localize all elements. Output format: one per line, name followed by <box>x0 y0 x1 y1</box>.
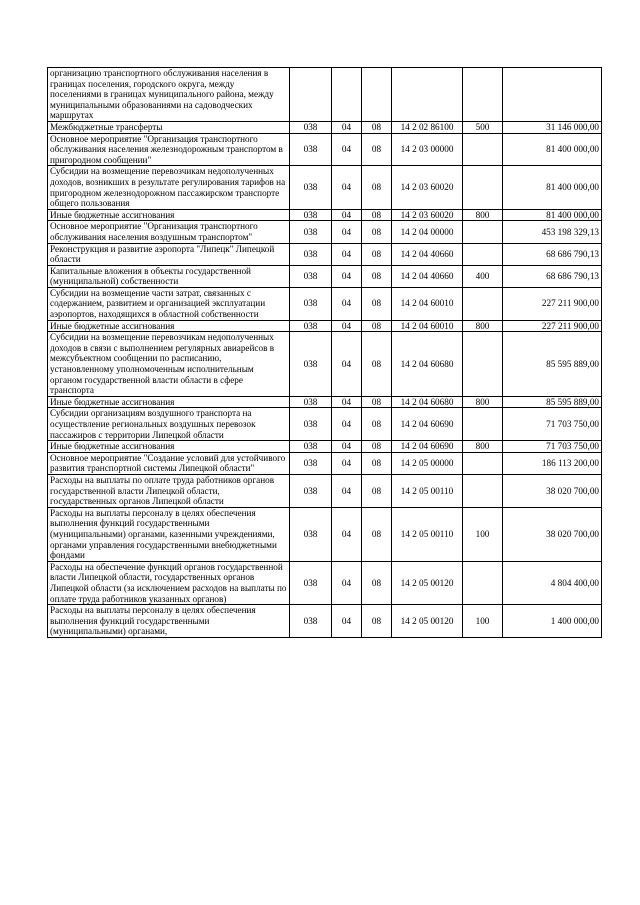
row-section-cell: 04 <box>332 507 362 561</box>
row-section-cell: 04 <box>332 320 362 332</box>
row-code-cell: 038 <box>290 265 332 287</box>
row-section-cell: 04 <box>332 121 362 133</box>
row-subsection-cell: 08 <box>362 243 392 265</box>
row-target-article-cell: 14 2 04 60010 <box>392 320 463 332</box>
table-row <box>48 265 602 287</box>
row-amount-cell: 1 400 000,00 <box>503 605 602 638</box>
row-target-article-cell: 14 2 04 60680 <box>392 396 463 408</box>
row-name-cell: Расходы на выплаты персоналу в целях обеспечения выполнения функций государственными (муниципальными) органами, казенными учреждениями, органами управления государственными внебюджетными фондами <box>48 507 290 561</box>
table-row <box>48 320 602 332</box>
row-subsection-cell: 08 <box>362 133 392 166</box>
table-row <box>48 507 602 561</box>
table-row <box>48 441 602 453</box>
row-amount-cell: 71 703 750,00 <box>503 408 602 441</box>
row-code-cell: 038 <box>290 396 332 408</box>
row-subsection-cell: 08 <box>362 396 392 408</box>
row-target-article-cell: 14 2 02 86100 <box>392 121 463 133</box>
row-target-article-cell: 14 2 04 40660 <box>392 265 463 287</box>
table-row <box>48 396 602 408</box>
row-target-article-cell: 14 2 04 00000 <box>392 221 463 243</box>
row-section-cell: 04 <box>332 221 362 243</box>
row-amount-cell: 38 020 700,00 <box>503 507 602 561</box>
row-name-cell: Расходы на обеспечение функций органов государственной власти Липецкой области, государственных органов Липецкой области (за исключением расходов на выплаты по оплате труда работников указанных органов) <box>48 561 290 604</box>
row-subsection-cell: 08 <box>362 507 392 561</box>
row-expense-type-cell <box>463 287 503 320</box>
row-section-cell: 04 <box>332 605 362 638</box>
row-code-cell: 038 <box>290 441 332 453</box>
row-name-cell: организацию транспортного обслуживания населения в границах поселения, городского округа, между поселениями в границах муниципального района, между муниципальными образованиями на садоводческих маршрутах <box>48 68 290 122</box>
row-target-article-cell: 14 2 04 60690 <box>392 441 463 453</box>
row-expense-type-cell: 800 <box>463 396 503 408</box>
row-amount-cell: 71 703 750,00 <box>503 441 602 453</box>
row-subsection-cell: 08 <box>362 561 392 604</box>
row-amount-cell: 68 686 790,13 <box>503 243 602 265</box>
row-code-cell: 038 <box>290 332 332 397</box>
row-expense-type-cell: 800 <box>463 441 503 453</box>
row-expense-type-cell <box>463 474 503 507</box>
row-section-cell: 04 <box>332 265 362 287</box>
row-target-article-cell: 14 2 04 60690 <box>392 408 463 441</box>
row-name-cell: Иные бюджетные ассигнования <box>48 320 290 332</box>
row-subsection-cell <box>362 68 392 122</box>
row-section-cell: 04 <box>332 332 362 397</box>
row-amount-cell <box>503 68 602 122</box>
row-code-cell: 038 <box>290 133 332 166</box>
row-section-cell: 04 <box>332 396 362 408</box>
row-target-article-cell: 14 2 04 40660 <box>392 243 463 265</box>
row-subsection-cell: 08 <box>362 320 392 332</box>
row-subsection-cell: 08 <box>362 408 392 441</box>
table-row <box>48 221 602 243</box>
row-subsection-cell: 08 <box>362 287 392 320</box>
row-section-cell: 04 <box>332 441 362 453</box>
row-name-cell: Субсидии организациям воздушного транспорта на осуществление региональных воздушных перевозок пассажиров с территории Липецкой области <box>48 408 290 441</box>
row-expense-type-cell <box>463 166 503 209</box>
row-expense-type-cell: 800 <box>463 209 503 221</box>
row-amount-cell: 186 113 200,00 <box>503 452 602 474</box>
table-row <box>48 452 602 474</box>
table-row <box>48 287 602 320</box>
row-expense-type-cell <box>463 68 503 122</box>
table-body <box>48 68 602 638</box>
row-expense-type-cell <box>463 332 503 397</box>
row-target-article-cell: 14 2 05 00110 <box>392 474 463 507</box>
row-expense-type-cell <box>463 133 503 166</box>
row-name-cell: Основное мероприятие "Организация транспортного обслуживания населения воздушным транспортом" <box>48 221 290 243</box>
row-target-article-cell: 14 2 05 00120 <box>392 605 463 638</box>
row-code-cell <box>290 68 332 122</box>
row-code-cell: 038 <box>290 507 332 561</box>
row-section-cell: 04 <box>332 209 362 221</box>
row-amount-cell: 227 211 900,00 <box>503 287 602 320</box>
row-amount-cell: 81 400 000,00 <box>503 133 602 166</box>
row-expense-type-cell <box>463 452 503 474</box>
row-name-cell: Основное мероприятие "Создание условий для устойчивого развития транспортной системы Липецкой области" <box>48 452 290 474</box>
row-section-cell: 04 <box>332 561 362 604</box>
row-amount-cell: 68 686 790,13 <box>503 265 602 287</box>
row-name-cell: Капитальные вложения в объекты государственной (муниципальной) собственности <box>48 265 290 287</box>
row-section-cell: 04 <box>332 474 362 507</box>
row-code-cell: 038 <box>290 474 332 507</box>
row-code-cell: 038 <box>290 287 332 320</box>
row-code-cell: 038 <box>290 221 332 243</box>
row-name-cell: Субсидии на возмещение перевозчикам недополученных доходов в связи с выполнением регулярных авиарейсов в межсубъектном сообщении по расписанию, установленному уполномоченным исполнительным органом государственной власти области в сфере транспорта <box>48 332 290 397</box>
row-code-cell: 038 <box>290 121 332 133</box>
row-section-cell: 04 <box>332 287 362 320</box>
row-amount-cell: 85 595 889,00 <box>503 396 602 408</box>
row-section-cell: 04 <box>332 133 362 166</box>
row-target-article-cell <box>392 68 463 122</box>
row-name-cell: Реконструкция и развитие аэропорта "Липецк" Липецкой области <box>48 243 290 265</box>
row-code-cell: 038 <box>290 209 332 221</box>
table-row <box>48 243 602 265</box>
row-code-cell: 038 <box>290 320 332 332</box>
table-row <box>48 605 602 638</box>
row-amount-cell: 81 400 000,00 <box>503 166 602 209</box>
table-row <box>48 68 602 122</box>
row-code-cell: 038 <box>290 452 332 474</box>
row-expense-type-cell: 500 <box>463 121 503 133</box>
row-code-cell: 038 <box>290 408 332 441</box>
row-expense-type-cell: 400 <box>463 265 503 287</box>
row-expense-type-cell <box>463 221 503 243</box>
table-row <box>48 133 602 166</box>
row-expense-type-cell <box>463 561 503 604</box>
row-target-article-cell: 14 2 05 00120 <box>392 561 463 604</box>
row-expense-type-cell: 100 <box>463 605 503 638</box>
row-expense-type-cell: 100 <box>463 507 503 561</box>
row-code-cell: 038 <box>290 243 332 265</box>
row-target-article-cell: 14 2 03 60020 <box>392 209 463 221</box>
table-row <box>48 561 602 604</box>
row-target-article-cell: 14 2 04 60010 <box>392 287 463 320</box>
row-name-cell: Расходы на выплаты по оплате труда работников органов государственной власти Липецкой области, государственных органов Липецкой области <box>48 474 290 507</box>
row-name-cell: Иные бюджетные ассигнования <box>48 396 290 408</box>
row-expense-type-cell <box>463 408 503 441</box>
row-subsection-cell: 08 <box>362 474 392 507</box>
table-row <box>48 121 602 133</box>
table-row <box>48 209 602 221</box>
row-target-article-cell: 14 2 04 60680 <box>392 332 463 397</box>
row-amount-cell: 4 804 400,00 <box>503 561 602 604</box>
table-row <box>48 332 602 397</box>
row-subsection-cell: 08 <box>362 121 392 133</box>
row-name-cell: Иные бюджетные ассигнования <box>48 441 290 453</box>
row-target-article-cell: 14 2 03 60020 <box>392 166 463 209</box>
row-name-cell: Основное мероприятие "Организация транспортного обслуживания населения железнодорожным транспортом в пригородном сообщении" <box>48 133 290 166</box>
row-subsection-cell: 08 <box>362 265 392 287</box>
row-section-cell: 04 <box>332 452 362 474</box>
row-subsection-cell: 08 <box>362 209 392 221</box>
table-row <box>48 474 602 507</box>
row-section-cell: 04 <box>332 408 362 441</box>
row-target-article-cell: 14 2 03 00000 <box>392 133 463 166</box>
row-target-article-cell: 14 2 05 00110 <box>392 507 463 561</box>
row-name-cell: Межбюджетные трансферты <box>48 121 290 133</box>
row-subsection-cell: 08 <box>362 605 392 638</box>
table-row <box>48 166 602 209</box>
row-name-cell: Субсидии на возмещение части затрат, связанных с содержанием, развитием и организацией эксплуатации аэропортов, находящихся в областной собственности <box>48 287 290 320</box>
row-section-cell <box>332 68 362 122</box>
row-section-cell: 04 <box>332 166 362 209</box>
budget-table <box>47 67 602 638</box>
row-amount-cell: 38 020 700,00 <box>503 474 602 507</box>
row-amount-cell: 81 400 000,00 <box>503 209 602 221</box>
row-code-cell: 038 <box>290 605 332 638</box>
row-section-cell: 04 <box>332 243 362 265</box>
row-name-cell: Расходы на выплаты персоналу в целях обеспечения выполнения функций государственными (муниципальными) органами, <box>48 605 290 638</box>
row-subsection-cell: 08 <box>362 221 392 243</box>
row-expense-type-cell <box>463 243 503 265</box>
row-subsection-cell: 08 <box>362 166 392 209</box>
row-code-cell: 038 <box>290 561 332 604</box>
row-amount-cell: 31 146 000,00 <box>503 121 602 133</box>
row-name-cell: Субсидии на возмещение перевозчикам недополученных доходов, возникших в результате регулирования тарифов на пригородном железнодорожном пассажирском транспорте общего пользования <box>48 166 290 209</box>
row-subsection-cell: 08 <box>362 441 392 453</box>
row-target-article-cell: 14 2 05 00000 <box>392 452 463 474</box>
row-amount-cell: 227 211 900,00 <box>503 320 602 332</box>
row-subsection-cell: 08 <box>362 452 392 474</box>
row-name-cell: Иные бюджетные ассигнования <box>48 209 290 221</box>
row-expense-type-cell: 800 <box>463 320 503 332</box>
row-subsection-cell: 08 <box>362 332 392 397</box>
row-code-cell: 038 <box>290 166 332 209</box>
row-amount-cell: 453 198 329,13 <box>503 221 602 243</box>
table-row <box>48 408 602 441</box>
row-amount-cell: 85 595 889,00 <box>503 332 602 397</box>
